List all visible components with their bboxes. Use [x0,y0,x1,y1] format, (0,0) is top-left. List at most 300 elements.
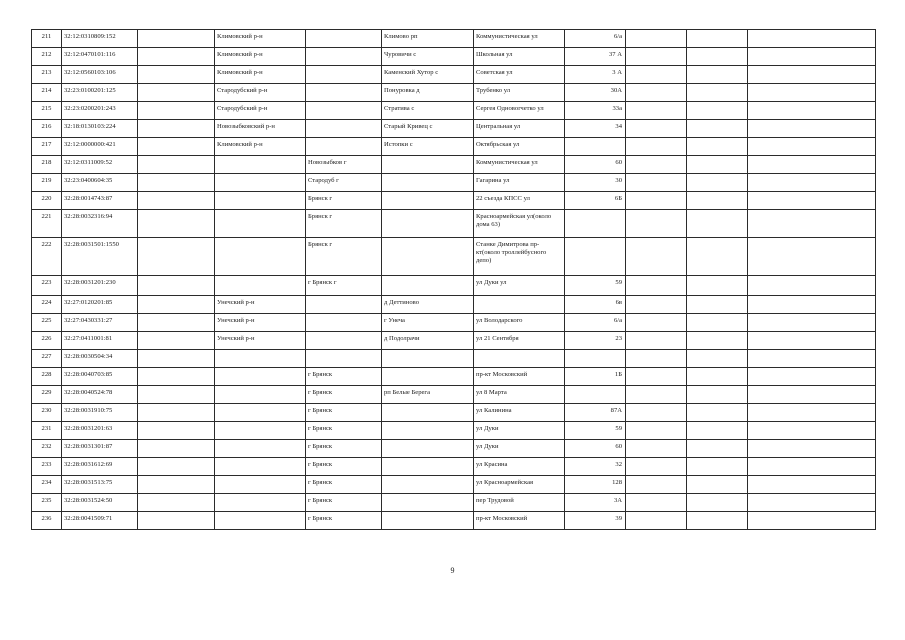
blank-cell [626,494,687,512]
table-row [32,84,876,102]
settlement-cell [382,156,474,174]
blank-cell [748,440,876,458]
cadastral-number-cell: 32:28:0014743:87 [62,192,138,210]
blank-cell [626,30,687,48]
blank-cell [626,84,687,102]
city-cell: г Брянск [306,440,382,458]
blank-cell [626,138,687,156]
table-row [32,156,876,174]
row-number-cell: 228 [32,368,62,386]
blank-cell [687,332,748,350]
blank-cell [748,210,876,238]
street-cell: 22 съезда КПСС ул [474,192,565,210]
street-cell: пр-кт Московский [474,368,565,386]
blank-cell [748,48,876,66]
city-cell: г Брянск [306,476,382,494]
settlement-cell: Стратива с [382,102,474,120]
blank-cell [626,174,687,192]
street-cell: ул Дуки [474,422,565,440]
blank-cell [626,156,687,174]
row-number-cell: 229 [32,386,62,404]
city-cell [306,314,382,332]
settlement-cell [382,238,474,276]
blank-cell [626,458,687,476]
cadastral-number-cell: 32:28:0041509:71 [62,512,138,530]
table-row [32,386,876,404]
house-number-cell [565,210,626,238]
blank-cell [687,174,748,192]
blank-cell [748,30,876,48]
blank-cell [687,238,748,276]
row-number-cell: 231 [32,422,62,440]
house-number-cell: 32 [565,458,626,476]
house-number-cell: 59 [565,276,626,296]
blank-cell [626,192,687,210]
blank-cell [687,440,748,458]
blank-cell [626,48,687,66]
blank-cell [748,192,876,210]
page-number: 9 [450,566,455,575]
blank-cell [138,30,215,48]
table-row [32,458,876,476]
blank-cell [138,512,215,530]
district-cell: Климовский р-н [215,66,306,84]
blank-cell [687,192,748,210]
blank-cell [138,332,215,350]
table-row [32,404,876,422]
blank-cell [687,368,748,386]
blank-cell [687,422,748,440]
blank-cell [138,296,215,314]
blank-cell [626,404,687,422]
row-number-cell: 222 [32,238,62,276]
blank-cell [748,386,876,404]
table-row [32,30,876,48]
house-number-cell: 59 [565,422,626,440]
blank-cell [748,404,876,422]
settlement-cell [382,368,474,386]
district-cell: Стародубский р-н [215,84,306,102]
blank-cell [626,350,687,368]
settlement-cell: Истопки с [382,138,474,156]
district-cell: Унечский р-н [215,314,306,332]
table-row [32,368,876,386]
blank-cell [138,174,215,192]
cadastral-number-cell: 32:28:0031513:75 [62,476,138,494]
city-cell [306,332,382,350]
street-cell: ул 21 Сентября [474,332,565,350]
blank-cell [687,156,748,174]
street-cell: пер Трудовой [474,494,565,512]
city-cell [306,296,382,314]
house-number-cell: 60 [565,440,626,458]
blank-cell [626,102,687,120]
settlement-cell: г Унеча [382,314,474,332]
table-row [32,48,876,66]
street-cell: Центральная ул [474,120,565,138]
district-cell [215,512,306,530]
blank-cell [748,494,876,512]
house-number-cell: 37 А [565,48,626,66]
settlement-cell [382,276,474,296]
blank-cell [138,238,215,276]
district-cell: Стародубский р-н [215,102,306,120]
street-cell: Станке Димитрова пр-кт(около троллейбусного депо) [474,238,565,276]
blank-cell [626,210,687,238]
blank-cell [687,84,748,102]
house-number-cell [565,386,626,404]
district-cell [215,276,306,296]
settlement-cell [382,174,474,192]
house-number-cell: 128 [565,476,626,494]
table-row [32,512,876,530]
settlement-cell: д Деттиново [382,296,474,314]
table-row [32,66,876,84]
table-row [32,192,876,210]
registry-table [31,29,876,530]
blank-cell [626,386,687,404]
blank-cell [138,494,215,512]
settlement-cell [382,440,474,458]
street-cell: ул Володарского [474,314,565,332]
blank-cell [748,174,876,192]
table-row [32,210,876,238]
settlement-cell: Чуровичи с [382,48,474,66]
blank-cell [748,238,876,276]
settlement-cell [382,458,474,476]
cadastral-number-cell: 32:12:0560103:106 [62,66,138,84]
city-cell [306,350,382,368]
blank-cell [748,276,876,296]
house-number-cell: 60 [565,156,626,174]
blank-cell [138,476,215,494]
district-cell [215,458,306,476]
street-cell: Сергея Одновorчетко ул [474,102,565,120]
city-cell [306,138,382,156]
cadastral-number-cell: 32:27:0430331:27 [62,314,138,332]
city-cell: г Брянск [306,512,382,530]
house-number-cell: 30А [565,84,626,102]
street-cell: ул Дуки [474,440,565,458]
row-number-cell: 236 [32,512,62,530]
district-cell: Унечский р-н [215,332,306,350]
blank-cell [748,138,876,156]
city-cell: г Брянск [306,404,382,422]
city-cell: Брянск г [306,238,382,276]
settlement-cell [382,210,474,238]
blank-cell [687,296,748,314]
blank-cell [748,350,876,368]
blank-cell [138,156,215,174]
row-number-cell: 235 [32,494,62,512]
district-cell [215,192,306,210]
street-cell [474,350,565,368]
blank-cell [748,458,876,476]
blank-cell [748,102,876,120]
table-row [32,120,876,138]
row-number-cell: 219 [32,174,62,192]
row-number-cell: 220 [32,192,62,210]
district-cell [215,368,306,386]
table-row [32,174,876,192]
street-cell: Коммунистическая ул [474,30,565,48]
house-number-cell: 6в [565,296,626,314]
settlement-cell [382,192,474,210]
house-number-cell [565,350,626,368]
blank-cell [626,276,687,296]
blank-cell [687,458,748,476]
cadastral-number-cell: 32:18:0130103:224 [62,120,138,138]
blank-cell [626,476,687,494]
house-number-cell [565,238,626,276]
cadastral-number-cell: 32:28:0031201:63 [62,422,138,440]
cadastral-number-cell: 32:23:0400604:35 [62,174,138,192]
cadastral-number-cell: 32:23:0200201:243 [62,102,138,120]
row-number-cell: 217 [32,138,62,156]
city-cell [306,120,382,138]
blank-cell [687,476,748,494]
row-number-cell: 216 [32,120,62,138]
blank-cell [626,332,687,350]
district-cell [215,174,306,192]
street-cell: пр-кт Московский [474,512,565,530]
blank-cell [748,66,876,84]
cadastral-number-cell: 32:28:0032316:94 [62,210,138,238]
blank-cell [626,66,687,84]
blank-cell [138,102,215,120]
table-row [32,332,876,350]
house-number-cell: 30 [565,174,626,192]
cadastral-number-cell: 32:28:0030504:34 [62,350,138,368]
row-number-cell: 215 [32,102,62,120]
city-cell: Новозыбков г [306,156,382,174]
blank-cell [687,350,748,368]
settlement-cell [382,512,474,530]
city-cell [306,84,382,102]
settlement-cell [382,494,474,512]
blank-cell [138,440,215,458]
house-number-cell: 33а [565,102,626,120]
city-cell: г Брянск [306,386,382,404]
house-number-cell: 34 [565,120,626,138]
blank-cell [748,512,876,530]
street-cell: ул Дуки ул [474,276,565,296]
blank-cell [687,314,748,332]
house-number-cell: 6/а [565,30,626,48]
table-row [32,102,876,120]
cadastral-number-cell: 32:28:0031524:50 [62,494,138,512]
settlement-cell [382,422,474,440]
row-number-cell: 234 [32,476,62,494]
district-cell [215,238,306,276]
house-number-cell: 6Б [565,192,626,210]
table-row [32,494,876,512]
blank-cell [687,120,748,138]
blank-cell [687,48,748,66]
blank-cell [626,238,687,276]
row-number-cell: 233 [32,458,62,476]
house-number-cell: 3А [565,494,626,512]
table-row [32,238,876,276]
blank-cell [626,422,687,440]
street-cell: Советская ул [474,66,565,84]
settlement-cell: Понуровка д [382,84,474,102]
row-number-cell: 232 [32,440,62,458]
street-cell: ул Красноармейская [474,476,565,494]
blank-cell [748,156,876,174]
street-cell: Коммунистическая ул [474,156,565,174]
street-cell: Красноармейская ул(около дома 63) [474,210,565,238]
blank-cell [748,120,876,138]
table-row [32,138,876,156]
city-cell: Брянск г [306,192,382,210]
city-cell: г Брянск [306,458,382,476]
table-row [32,440,876,458]
district-cell [215,156,306,174]
settlement-cell [382,350,474,368]
blank-cell [138,210,215,238]
district-cell: Новозыбковский р-н [215,120,306,138]
city-cell: г Брянск [306,494,382,512]
table-row [32,476,876,494]
row-number-cell: 227 [32,350,62,368]
settlement-cell [382,476,474,494]
blank-cell [748,84,876,102]
district-cell: Климовский р-н [215,48,306,66]
street-cell [474,296,565,314]
settlement-cell [382,404,474,422]
district-cell [215,386,306,404]
street-cell: ул 8 Марта [474,386,565,404]
cadastral-number-cell: 32:28:0031910:75 [62,404,138,422]
settlement-cell: Каменский Хутор с [382,66,474,84]
district-cell: Унечский р-н [215,296,306,314]
blank-cell [138,48,215,66]
row-number-cell: 223 [32,276,62,296]
city-cell: г Брянск г [306,276,382,296]
city-cell: г Брянск [306,422,382,440]
street-cell: Школьная ул [474,48,565,66]
house-number-cell: 1Б [565,368,626,386]
cadastral-number-cell: 32:28:0031201:230 [62,276,138,296]
blank-cell [626,440,687,458]
street-cell: ул Калинина [474,404,565,422]
settlement-cell: д Подолрачи [382,332,474,350]
row-number-cell: 212 [32,48,62,66]
blank-cell [138,350,215,368]
street-cell: Трубенко ул [474,84,565,102]
blank-cell [626,512,687,530]
house-number-cell: 3 А [565,66,626,84]
blank-cell [687,276,748,296]
street-cell: ул Красина [474,458,565,476]
district-cell: Климовский р-н [215,138,306,156]
table-row [32,276,876,296]
house-number-cell: 23 [565,332,626,350]
table-row [32,422,876,440]
blank-cell [138,422,215,440]
district-cell [215,476,306,494]
row-number-cell: 225 [32,314,62,332]
city-cell: Стародуб г [306,174,382,192]
district-cell [215,440,306,458]
city-cell: г Брянск [306,368,382,386]
row-number-cell: 221 [32,210,62,238]
blank-cell [138,192,215,210]
district-cell [215,210,306,238]
cadastral-number-cell: 32:12:0310809:152 [62,30,138,48]
cadastral-number-cell: 32:28:0040524:78 [62,386,138,404]
cadastral-number-cell: 32:28:0031612:69 [62,458,138,476]
blank-cell [138,386,215,404]
house-number-cell: 6/а [565,314,626,332]
blank-cell [687,494,748,512]
city-cell: Брянск г [306,210,382,238]
cadastral-number-cell: 32:28:0031501:1550 [62,238,138,276]
table-row [32,314,876,332]
row-number-cell: 213 [32,66,62,84]
table-row [32,296,876,314]
district-cell: Климовский р-н [215,30,306,48]
blank-cell [748,296,876,314]
settlement-cell: рп Белые Берега [382,386,474,404]
blank-cell [687,404,748,422]
blank-cell [687,102,748,120]
house-number-cell: 39 [565,512,626,530]
blank-cell [138,458,215,476]
blank-cell [138,66,215,84]
cadastral-number-cell: 32:27:0120201:85 [62,296,138,314]
blank-cell [687,386,748,404]
blank-cell [138,368,215,386]
blank-cell [138,314,215,332]
cadastral-number-cell: 32:23:0100201:125 [62,84,138,102]
blank-cell [626,368,687,386]
row-number-cell: 218 [32,156,62,174]
blank-cell [748,422,876,440]
row-number-cell: 211 [32,30,62,48]
table-body [32,30,876,530]
row-number-cell: 224 [32,296,62,314]
house-number-cell: 87А [565,404,626,422]
blank-cell [748,368,876,386]
cadastral-number-cell: 32:12:0470101:116 [62,48,138,66]
blank-cell [687,138,748,156]
cadastral-number-cell: 32:12:0311009:52 [62,156,138,174]
city-cell [306,102,382,120]
city-cell [306,66,382,84]
row-number-cell: 226 [32,332,62,350]
blank-cell [748,314,876,332]
blank-cell [626,314,687,332]
blank-cell [626,120,687,138]
cadastral-number-cell: 32:12:0000000:421 [62,138,138,156]
city-cell [306,48,382,66]
street-cell: Октябрьская ул [474,138,565,156]
blank-cell [687,512,748,530]
city-cell [306,30,382,48]
blank-cell [138,404,215,422]
blank-cell [138,276,215,296]
blank-cell [687,210,748,238]
cadastral-number-cell: 32:27:0411001:81 [62,332,138,350]
blank-cell [138,84,215,102]
row-number-cell: 214 [32,84,62,102]
table-row [32,350,876,368]
blank-cell [687,66,748,84]
district-cell [215,404,306,422]
settlement-cell: Старый Кривец с [382,120,474,138]
